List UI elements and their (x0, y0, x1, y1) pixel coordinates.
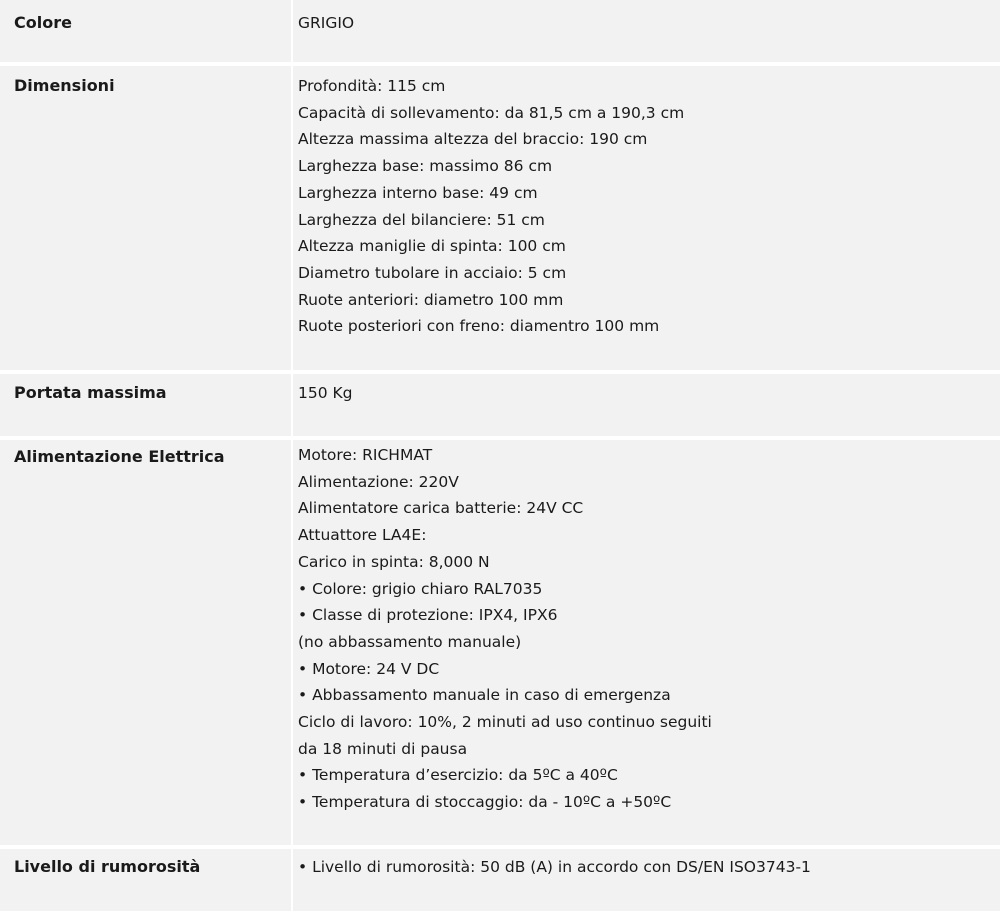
spec-line: • Temperatura di stoccaggio: da - 10ºC a +50ºC (298, 793, 672, 812)
spec-line: Altezza maniglie di spinta: 100 cm (298, 237, 566, 256)
spec-line: Larghezza interno base: 49 cm (298, 183, 538, 202)
spec-line: Carico in spinta: 8,000 N (298, 552, 490, 571)
spec-line: Capacità di sollevamento: da 81,5 cm a 190,3 cm (298, 103, 685, 122)
spec-line: Larghezza del bilanciere: 51 cm (298, 210, 545, 229)
spec-value-alimentazione-list (298, 442, 712, 816)
spec-label-cell (0, 440, 293, 845)
spec-line: Motore: RICHMAT (298, 446, 433, 464)
spec-value-dimensioni-list (298, 73, 684, 340)
spec-line: Altezza massima altezza del braccio: 190 cm (298, 130, 648, 149)
spec-line: Ruote anteriori: diametro 100 mm (298, 290, 564, 309)
spec-line: Alimentatore carica batterie: 24V CC (298, 499, 584, 518)
spec-row-alimentazione (0, 440, 1000, 845)
spec-row-dimensioni (0, 66, 1000, 370)
spec-line: • Colore: grigio chiaro RAL7035 (298, 579, 543, 598)
spec-label-alimentazione: Alimentazione Elettrica (14, 447, 225, 466)
spec-label-rumorosita: Livello di rumorosità (14, 857, 201, 876)
spec-label-cell (0, 66, 293, 370)
spec-row-colore (0, 0, 1000, 62)
spec-value-cell (293, 374, 1000, 436)
spec-line: da 18 minuti di pausa (298, 739, 468, 758)
spec-line: Attuattore LA4E: (298, 526, 427, 545)
spec-line: Ciclo di lavoro: 10%, 2 minuti ad uso continuo seguiti (298, 713, 712, 732)
spec-line: Diametro tubolare in acciaio: 5 cm (298, 263, 567, 282)
spec-label-cell (0, 849, 293, 911)
spec-label-dimensioni: Dimensioni (14, 76, 115, 95)
spec-line: • Motore: 24 V DC (298, 659, 440, 678)
spec-value-portata: 150 Kg (298, 384, 353, 402)
spec-row-rumorosita (0, 849, 1000, 911)
spec-label-cell (0, 0, 293, 62)
spec-value-cell (293, 0, 1000, 62)
spec-value-rumorosita: • Livello di rumorosità: 50 dB (A) in accordo con DS/EN ISO3743-1 (298, 858, 811, 876)
spec-value-cell (293, 440, 1000, 845)
spec-label-cell (0, 374, 293, 436)
spec-line: Ruote posteriori con freno: diamentro 100 mm (298, 317, 660, 336)
spec-line: • Abbassamento manuale in caso di emergenza (298, 686, 671, 705)
spec-value-cell (293, 849, 1000, 911)
spec-line: Alimentazione: 220V (298, 472, 459, 491)
spec-line: Larghezza base: massimo 86 cm (298, 157, 553, 176)
spec-line: • Classe di protezione: IPX4, IPX6 (298, 606, 558, 625)
spec-line: Profondità: 115 cm (298, 77, 446, 95)
spec-line: (no abbassamento manuale) (298, 632, 522, 651)
spec-label-portata: Portata massima (14, 383, 167, 402)
spec-row-portata (0, 374, 1000, 436)
spec-line: • Temperatura d’esercizio: da 5ºC a 40ºC (298, 766, 618, 785)
spec-label-colore: Colore (14, 13, 72, 32)
spec-value-colore: GRIGIO (298, 14, 355, 32)
spec-value-cell (293, 66, 1000, 370)
